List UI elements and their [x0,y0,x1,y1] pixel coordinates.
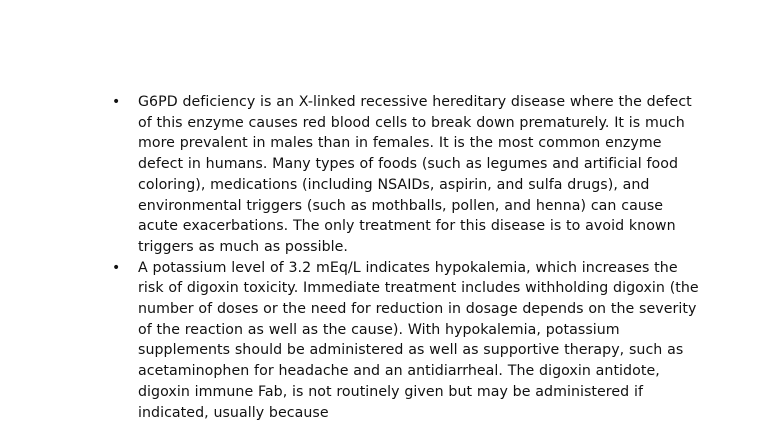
bullet-text: G6PD deficiency is an X-linked recessive hereditary disease where the defect of this enzyme causes red blood cells to break down prematurely. It is much more prevalent in males than in females. It is the most common enzyme defect in humans. Many types of foods (such as legumes and artificial food coloring), medications (including NSAIDs, aspirin, and sulfa drugs), and environmental triggers (such as mothballs, pollen, and henna) can cause acute exacerbations. The only treatment for this disease is to avoid known triggers as much as possible. [138,94,692,255]
bullet-marker: • [112,94,121,110]
bullet-item-hypokalemia [112,258,702,424]
bullet-list [112,92,702,423]
bullet-item-g6pd [112,92,702,258]
bullet-text: A potassium level of 3.2 mEq/L indicates hypokalemia, which increases the risk of digoxin toxicity. Immediate treatment includes withholding digoxin (the number of doses or the need for reduction in dosage depends on the severity of the reaction as well as the cause). With hypokalemia, potassium supplements should be administered as well as supportive therapy, such as acetaminophen for headache and an antidiarrheal. The digoxin antidote, digoxin immune Fab, is not routinely given but may be administered if indicated, usually because [138,259,699,421]
bullet-marker: • [112,259,121,276]
